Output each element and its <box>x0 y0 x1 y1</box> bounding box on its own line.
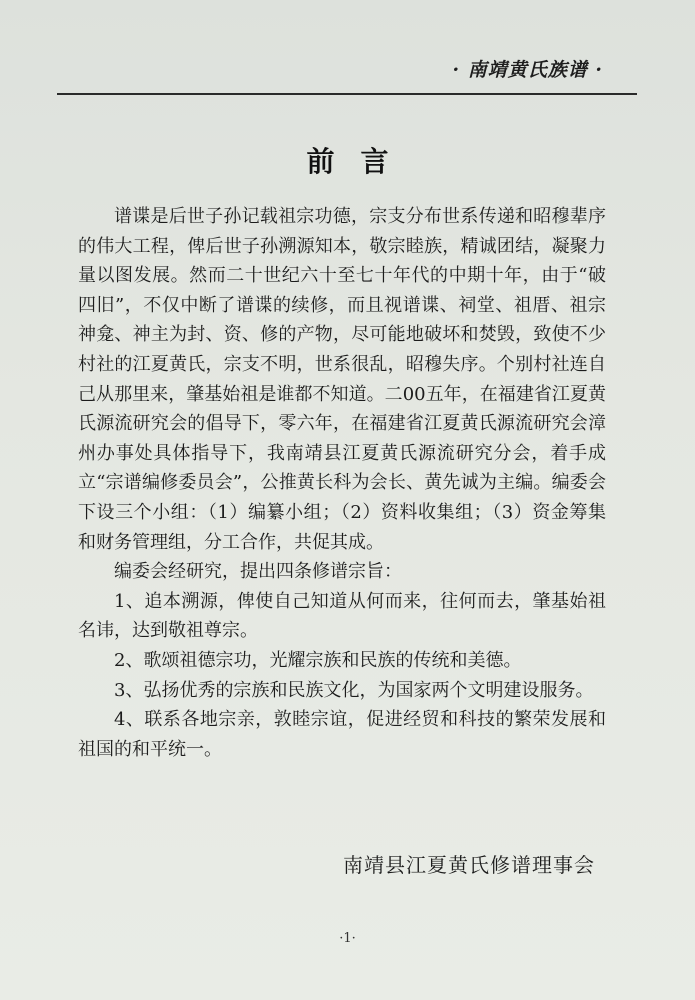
paragraph-aim-4: 4、联系各地宗亲，敦睦宗谊，促进经贸和科技的繁荣发展和祖国的和平统一。 <box>78 709 606 760</box>
paragraph-aim-3: 3、弘扬优秀的宗族和民族文化，为国家两个文明建设服务。 <box>114 679 594 701</box>
book-title: · 南靖黄氏族谱 · <box>452 59 603 81</box>
running-header <box>0 0 695 100</box>
paragraph-aims-intro: 编委会经研究，提出四条修谱宗旨： <box>114 561 402 583</box>
page-title: 前言 <box>306 145 415 178</box>
paragraph-aim-1: 1、追本溯源，俾使自己知道从何而来，往何而去，肇基始祖名讳，达到敬祖尊宗。 <box>78 590 606 642</box>
paragraph-aim-2: 2、歌颂祖德宗功，光耀宗族和民族的传统和美德。 <box>114 649 522 671</box>
paragraph-intro: 谱谍是后世子孙记载祖宗功德，宗支分布世系传递和昭穆辈序的伟大工程，俾后世子孙溯源知本，敬宗睦族，精诚团结，凝聚力量以图发展。然而二十世纪六十至七十年代的中期十年，由于“破四旧”，不仅中断了谱谍的续修，而且视谱谍、祠堂、祖厝、祖宗神龛、神主为封、资、修的产物，尽可能地破坏和焚毁，致使不少村社的江夏黄氏，宗支不明，世系很乱，昭穆失序。个别村社连自己从那里来，肇基始祖是谁都不知道。二00五年，在福建省江夏黄氏源流研究会的倡导下，零六年，在福建省江夏黄氏源流研究会漳州办事处具体指导下，我南靖县江夏黄氏源流研究分会，着手成立“宗谱编修委员会”，公推黄长科为会长、黄先诚为主编。编委会下设三个小组：（1）编纂小组；（2）资料收集组；（3）资金筹集和财务管理组，分工合作，共促其成。 <box>78 206 606 553</box>
page-number: ·1· <box>339 931 356 946</box>
body-text <box>78 202 606 764</box>
signature: 南靖县江夏黄氏修谱理事会 <box>343 853 595 877</box>
header-rule <box>57 93 637 95</box>
